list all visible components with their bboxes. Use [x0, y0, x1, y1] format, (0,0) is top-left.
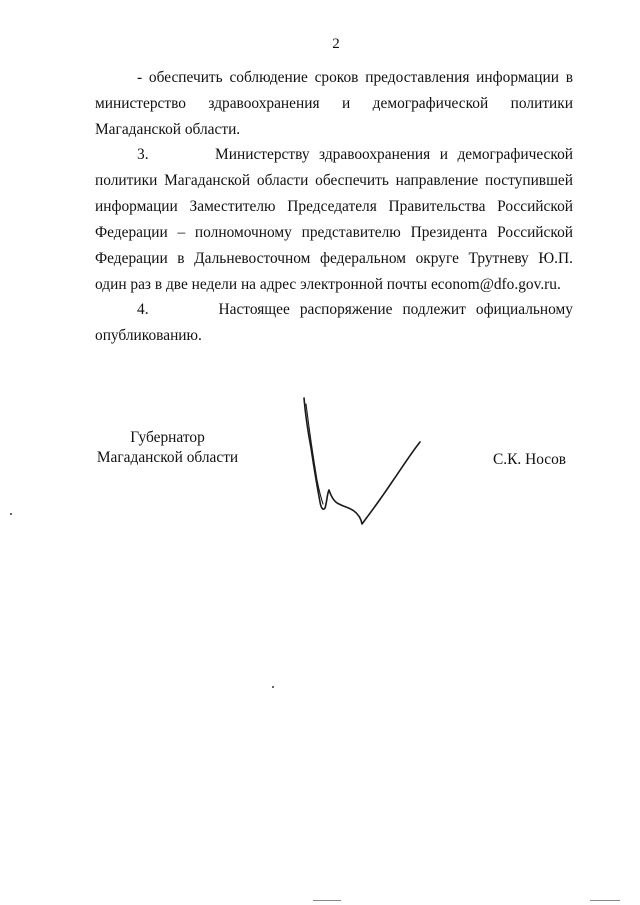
paragraph-dash-item: - обеспечить соблюдение сроков предоставления информации в министерство здравоохранения и демографической политики Магаданской области. — [95, 69, 573, 139]
scan-speck — [10, 513, 12, 515]
signatory-position-line2: Магаданской области — [96, 449, 239, 466]
signatory-position — [95, 428, 240, 468]
page-number: 2 — [332, 36, 340, 52]
scan-speck — [272, 686, 274, 688]
signatory-name: С.К. Носов — [493, 451, 567, 468]
paragraph-4: 4. Настоящее распоряжение подлежит официальному опубликованию. — [95, 301, 573, 345]
handwritten-signature — [290, 390, 440, 535]
paragraph-3: 3. Министерству здравоохранения и демографической политики Магаданской области обеспечить направление поступившей информации Заместителю Председателя Правительства Российской Федерации – полномочному представителю Президента Российской Федерации в Дальневосточном федеральном округе Трутневу Ю.П. один раз в две недели на адрес электронной почты econom@dfo.gov.ru. — [95, 146, 573, 294]
signatory-position-line1: Губернатор — [130, 429, 205, 446]
scan-edge-mark — [313, 900, 341, 901]
scan-edge-mark — [590, 900, 620, 901]
